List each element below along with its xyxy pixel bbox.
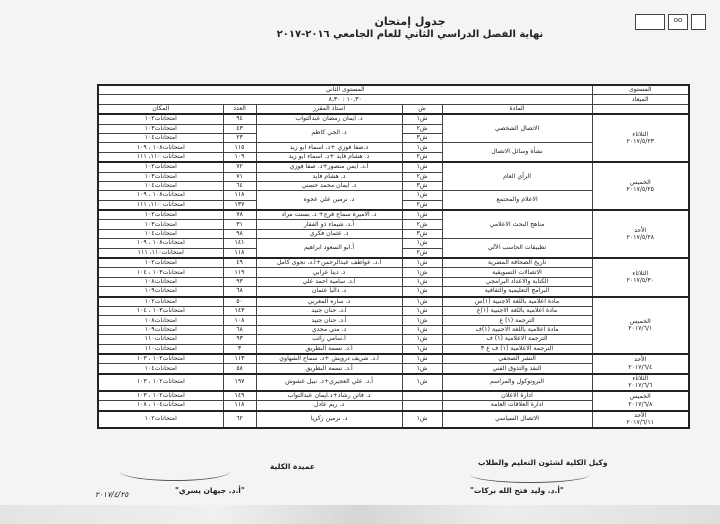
table-row [98, 258, 689, 268]
exam-room: امتحانات١٠٣ [98, 220, 223, 229]
student-count: ٦٢ [223, 411, 256, 428]
dean-name: "أ.د. جيهان يسري" [175, 486, 245, 495]
exam-room: امتحانات١٠٣ ، ١٠٤ [98, 306, 223, 315]
subject-name: النشر الصحفي [442, 354, 592, 364]
instructor: أ.د. نسمة البطريق [256, 364, 402, 374]
subject-name: الاتصالات التسويقية [442, 268, 592, 277]
section: ش١ [402, 258, 442, 268]
section: ش١ [402, 335, 442, 344]
exam-room: امتحانات١١٠ [98, 335, 223, 344]
instructor: د. الجي كاظم [256, 124, 402, 143]
subject-name: البرامج التعليمية والثقافية [442, 287, 592, 297]
instructor: أ.د. عواطف عبدالرحمن+أ.د. نجوى كامل [256, 258, 402, 268]
section: ش١ [402, 297, 442, 307]
exam-date: ٢٠١٧/٥/٢٣ [626, 138, 654, 146]
exam-day: الخميس [629, 393, 651, 401]
exam-day-cell [592, 411, 689, 428]
student-count: ٧٢ [223, 162, 256, 172]
instructor: أ.د. ايمن منصور+د. صفا فوزي [256, 162, 402, 172]
table-row [98, 162, 689, 172]
exam-room: امتحانات١٠٤ [98, 364, 223, 374]
col-section: ش [402, 104, 442, 114]
section: ش١ [402, 162, 442, 172]
student-count: ٧٨ [223, 210, 256, 220]
subject-name: تاريخ الصحافة المصرية [442, 258, 592, 268]
scan-shadow [0, 505, 720, 524]
document-subtitle: نهاية الفصل الدراسي الثاني للعام الجامعي ٢٠١٦-٢٠١٧ [276, 29, 544, 40]
time-row [98, 95, 689, 104]
column-header-row [98, 104, 689, 114]
exam-room: امتحانات ١١٠، ١١١ [98, 200, 223, 210]
exam-day-cell [592, 374, 689, 391]
subject-name: ادارة الاعلان [442, 391, 592, 401]
section: ش٢ [402, 248, 442, 258]
table-row [98, 210, 689, 220]
instructor: أ.د. شريف درويش +د. سماح الشهاوي [256, 354, 402, 364]
level-value: المستوى الثاني [98, 85, 592, 95]
building-logo-icon [635, 14, 665, 30]
section [402, 401, 442, 411]
exam-room: امتحانات١٠٤ [98, 229, 223, 238]
student-count: ١١٨ [223, 248, 256, 258]
subject-name: الاتصال الشخصي [442, 114, 592, 143]
subject-name: مناهج البحث الاعلامي [442, 210, 592, 239]
exam-room: امتحانات١٠٢ [98, 297, 223, 307]
section: ش١ [402, 287, 442, 297]
section: ش١ [402, 316, 442, 325]
student-count: ١١٩ [223, 268, 256, 277]
instructor: د. الاميرة سماح فرج+ د. بسنت مراد [256, 210, 402, 220]
col-place: المكان [98, 104, 223, 114]
table-row [98, 411, 689, 428]
student-count: ٢٣ [223, 133, 256, 142]
subject-name: مادة اعلامية باللغة الاجنبية (١)س [442, 297, 592, 307]
col-count: العدد [223, 104, 256, 114]
student-count: ٦٨ [223, 325, 256, 334]
student-count: ١٤٩ [223, 391, 256, 401]
exam-room: امتحانات١٠٢ [98, 162, 223, 172]
university-emblem-icon [691, 14, 706, 30]
dean-signature-date: ٢٠١٧/٤/٢٥ [95, 490, 129, 499]
exam-date: ٢٠١٧/٥/٢٨ [626, 234, 654, 242]
exam-date: ٢٠١٧/٦/٨ [628, 400, 653, 408]
exam-room: امتحانات ١١٠، ١١١ [98, 152, 223, 162]
time-label: الميعاد [592, 95, 689, 104]
exam-day: الثلاثاء [632, 374, 649, 382]
student-count: ٣١ [223, 220, 256, 229]
blank-header-cell [592, 104, 689, 114]
subject-name: الرأي العام [442, 162, 592, 191]
student-count: ٣ [223, 344, 256, 354]
exam-room: امتحانات١٠٢ [98, 114, 223, 124]
section: ش١ [402, 306, 442, 315]
exam-room: امتحانات١٠٨ ، ١٠٩ [98, 191, 223, 200]
instructor: أ.د. سامية احمد علي [256, 277, 402, 286]
exam-room: امتحانات١٠٢ [98, 210, 223, 220]
section: ش١ [402, 374, 442, 391]
student-count: ١١٨ [223, 401, 256, 411]
dean-title: عميدة الكلية [270, 462, 316, 471]
student-count: ٦٨ [223, 287, 256, 297]
student-count: ١٠٩ [223, 152, 256, 162]
exam-room: امتحانات١٠٨ ، ١٠٩ [98, 143, 223, 152]
table-row [98, 374, 689, 391]
student-count: ٥٨ [223, 364, 256, 374]
exam-room: امتحانات١٠٤ ، ١٠٨ [98, 401, 223, 411]
instructor: أ.د. علي العجيري+د. نبيل عشوش [256, 374, 402, 391]
section: ش٢ [402, 172, 442, 181]
subject-name: النقد والتذوق الفني [442, 364, 592, 374]
exam-day-cell [592, 391, 689, 411]
subject-name: الترجمة الاعلامية (١) ف ع ٣ [442, 344, 592, 354]
instructor: د. هشام فايد [256, 172, 402, 181]
section: ش٣ [402, 229, 442, 238]
exam-day-cell [592, 162, 689, 210]
student-count: ٩٤ [223, 114, 256, 124]
exam-room: امتحانات١٠٢ [98, 411, 223, 428]
exam-room: امتحانات١٠٤ [98, 133, 223, 142]
exam-day-cell [592, 258, 689, 297]
exam-room: امتحانات١٠٣ [98, 172, 223, 181]
student-count: ٤٣ [223, 124, 256, 133]
instructor: د. ايمان رمضان عبدالتواب [256, 114, 402, 124]
instructor: د. ساره المغربي [256, 297, 402, 307]
exam-schedule-table [97, 84, 690, 429]
exam-room: امتحانات١٠٣ ، ١٠٤ [98, 268, 223, 277]
instructor: أ.د. شيماء ذو الفقار [256, 220, 402, 229]
exam-room: امتحانات١٠٨ [98, 316, 223, 325]
anniversary-logo: oo [668, 14, 688, 30]
level-label: المستوى [592, 85, 689, 95]
instructor: د. دينا عرابي [256, 268, 402, 277]
student-count: ١١٥ [223, 143, 256, 152]
instructor: د. ايمان محمد حسني [256, 181, 402, 190]
subject-name: مادة اعلامية باللغة الاجنبية (١)ع [442, 306, 592, 315]
exam-room: امتحانات١٠٨ [98, 277, 223, 286]
document-title: جدول إمتحان [374, 15, 446, 28]
col-subject: المادة [442, 104, 592, 114]
section: ش١ [402, 114, 442, 124]
student-count: ١٣٧ [223, 200, 256, 210]
section: ش١ [402, 191, 442, 200]
subject-name: الترجمة الاعلامية (١) ف [442, 335, 592, 344]
exam-date: ٢٠١٧/٥/٢٥ [626, 186, 654, 194]
instructor: أ.د. نسمة البطريق [256, 344, 402, 354]
student-count: ١٩٧ [223, 374, 256, 391]
student-count: ٩٣ [223, 335, 256, 344]
subject-name: الاتصال السياسي [442, 411, 592, 428]
exam-day: الأحد [634, 226, 647, 234]
exam-room: امتحانات١٠٨ ، ١٠٩ [98, 239, 223, 248]
section: ش١ [402, 277, 442, 286]
exam-date: ٢٠١٧/٦/١ [628, 325, 653, 333]
exam-room: امتحانات١٠٩ [98, 325, 223, 334]
table-row [98, 114, 689, 124]
exam-room: امتحانات١٠٢ ، ١٠٣ [98, 391, 223, 401]
section: ش٢ [402, 200, 442, 210]
student-count: ٧١ [223, 172, 256, 181]
section: ش٢ [402, 152, 442, 162]
exam-day: الأحد [634, 411, 647, 419]
instructor: أ.د. حنان جنيد [256, 306, 402, 315]
exam-day: الثلاثاء [632, 269, 649, 277]
table-row [98, 297, 689, 307]
section [402, 391, 442, 401]
exam-date: ٢٠١٧/٥/٣٠ [626, 277, 654, 285]
section: ش١ [402, 344, 442, 354]
table-row [98, 354, 689, 364]
faculty-logo [635, 14, 706, 30]
student-count: ١١٣ [223, 354, 256, 364]
vice-dean-signature [470, 466, 590, 483]
col-instructor: استاذ المقرر [256, 104, 402, 114]
vice-dean-title: وكيل الكلية لشئون التعليم والطلاب [478, 458, 608, 467]
vice-dean-name: "أ.د. وليد فتح الله بركات" [470, 486, 564, 495]
student-count: ٩٣ [223, 277, 256, 286]
exam-date: ٢٠١٧/٦/٦ [628, 382, 653, 390]
subject-name: تطبيقات الحاسب الآلي [442, 239, 592, 258]
subject-name: البروتوكول والمراسم [442, 374, 592, 391]
exam-room: امتحانات١٠٢ [98, 258, 223, 268]
exam-date: ٢٠١٧/٦/٤ [628, 363, 653, 371]
instructor: د. نرمين زكريا [256, 411, 402, 428]
exam-day: الخميس [629, 317, 651, 325]
level-row [98, 85, 689, 95]
exam-room: امتحانات١١٠، ١١١ [98, 248, 223, 258]
instructor: د. نرمين علي عجوه [256, 191, 402, 210]
instructor: د. هشام فايد +د. اسماء ابو زيد [256, 152, 402, 162]
section: ش٣ [402, 181, 442, 190]
instructor: د. ريم عادل [256, 401, 402, 411]
instructor: د. داليا عثمان [256, 287, 402, 297]
student-count: ١٤١ [223, 239, 256, 248]
exam-day: الخميس [629, 178, 651, 186]
section: ش٢ [402, 220, 442, 229]
instructor: د. فاتن رشاد+د.ايمان عبدالتواب [256, 391, 402, 401]
exam-room: امتحانات١٠٩ [98, 287, 223, 297]
table-row [98, 391, 689, 401]
section: ش١ [402, 354, 442, 364]
instructor: د. مني مجدي [256, 325, 402, 334]
exam-date: ٢٠١٧/٦/١١ [626, 419, 654, 426]
instructor: أ.ابو السعود ابراهيم [256, 239, 402, 258]
student-count: ١٠٨ [223, 316, 256, 325]
exam-day: الثلاثاء [632, 130, 649, 138]
section: ش١ [402, 239, 442, 248]
instructor: أ.د. حنان جنيد [256, 316, 402, 325]
subject-name: نشأة وسائل الاتصال [442, 143, 592, 162]
exam-room: امتحانات١١٠ [98, 344, 223, 354]
exam-room: امتحانات١٠٢ ، ١٠٣ [98, 374, 223, 391]
exam-room: امتحانات١٠٢ ، ١٠٣ [98, 354, 223, 364]
instructor: د. عثمان فكري [256, 229, 402, 238]
section: ش١ [402, 210, 442, 220]
subject-name: الاعلام والمجتمع [442, 191, 592, 210]
section: ش١ [402, 268, 442, 277]
student-count: ١٤٣ [223, 306, 256, 315]
section: ش١ [402, 364, 442, 374]
instructor: أ.سامي رائب [256, 335, 402, 344]
student-count: ٥٠ [223, 297, 256, 307]
exam-day-cell [592, 297, 689, 354]
student-count: ٦٤ [223, 181, 256, 190]
subject-name: الترجمة (١) ع [442, 316, 592, 325]
section: ش١ [402, 325, 442, 334]
student-count: ٤٩ [223, 258, 256, 268]
section: ش٢ [402, 124, 442, 133]
time-value: ١٠,٣٠ : ٨,٣٠ [98, 95, 592, 104]
exam-room: امتحانات١٠٣ [98, 124, 223, 133]
subject-name: الكتابة والاعداد البرامجي [442, 277, 592, 286]
exam-room: امتحانات١٠٤ [98, 181, 223, 190]
subject-name: مادة اعلامية باللغة الاجنبية (١)ف [442, 325, 592, 334]
student-count: ١١٨ [223, 191, 256, 200]
exam-day: الأحد [634, 356, 647, 364]
instructor: د.صفا فوزي +د. اسماء ابو زيد [256, 143, 402, 152]
exam-day-cell [592, 114, 689, 162]
student-count: ٩٨ [223, 229, 256, 238]
subject-name: ادارة العلاقات العامة [442, 401, 592, 411]
section: ش١ [402, 143, 442, 152]
dean-signature [120, 462, 230, 481]
exam-day-cell [592, 354, 689, 374]
exam-day-cell [592, 210, 689, 258]
section: ش١ [402, 411, 442, 428]
section: ش٣ [402, 133, 442, 142]
